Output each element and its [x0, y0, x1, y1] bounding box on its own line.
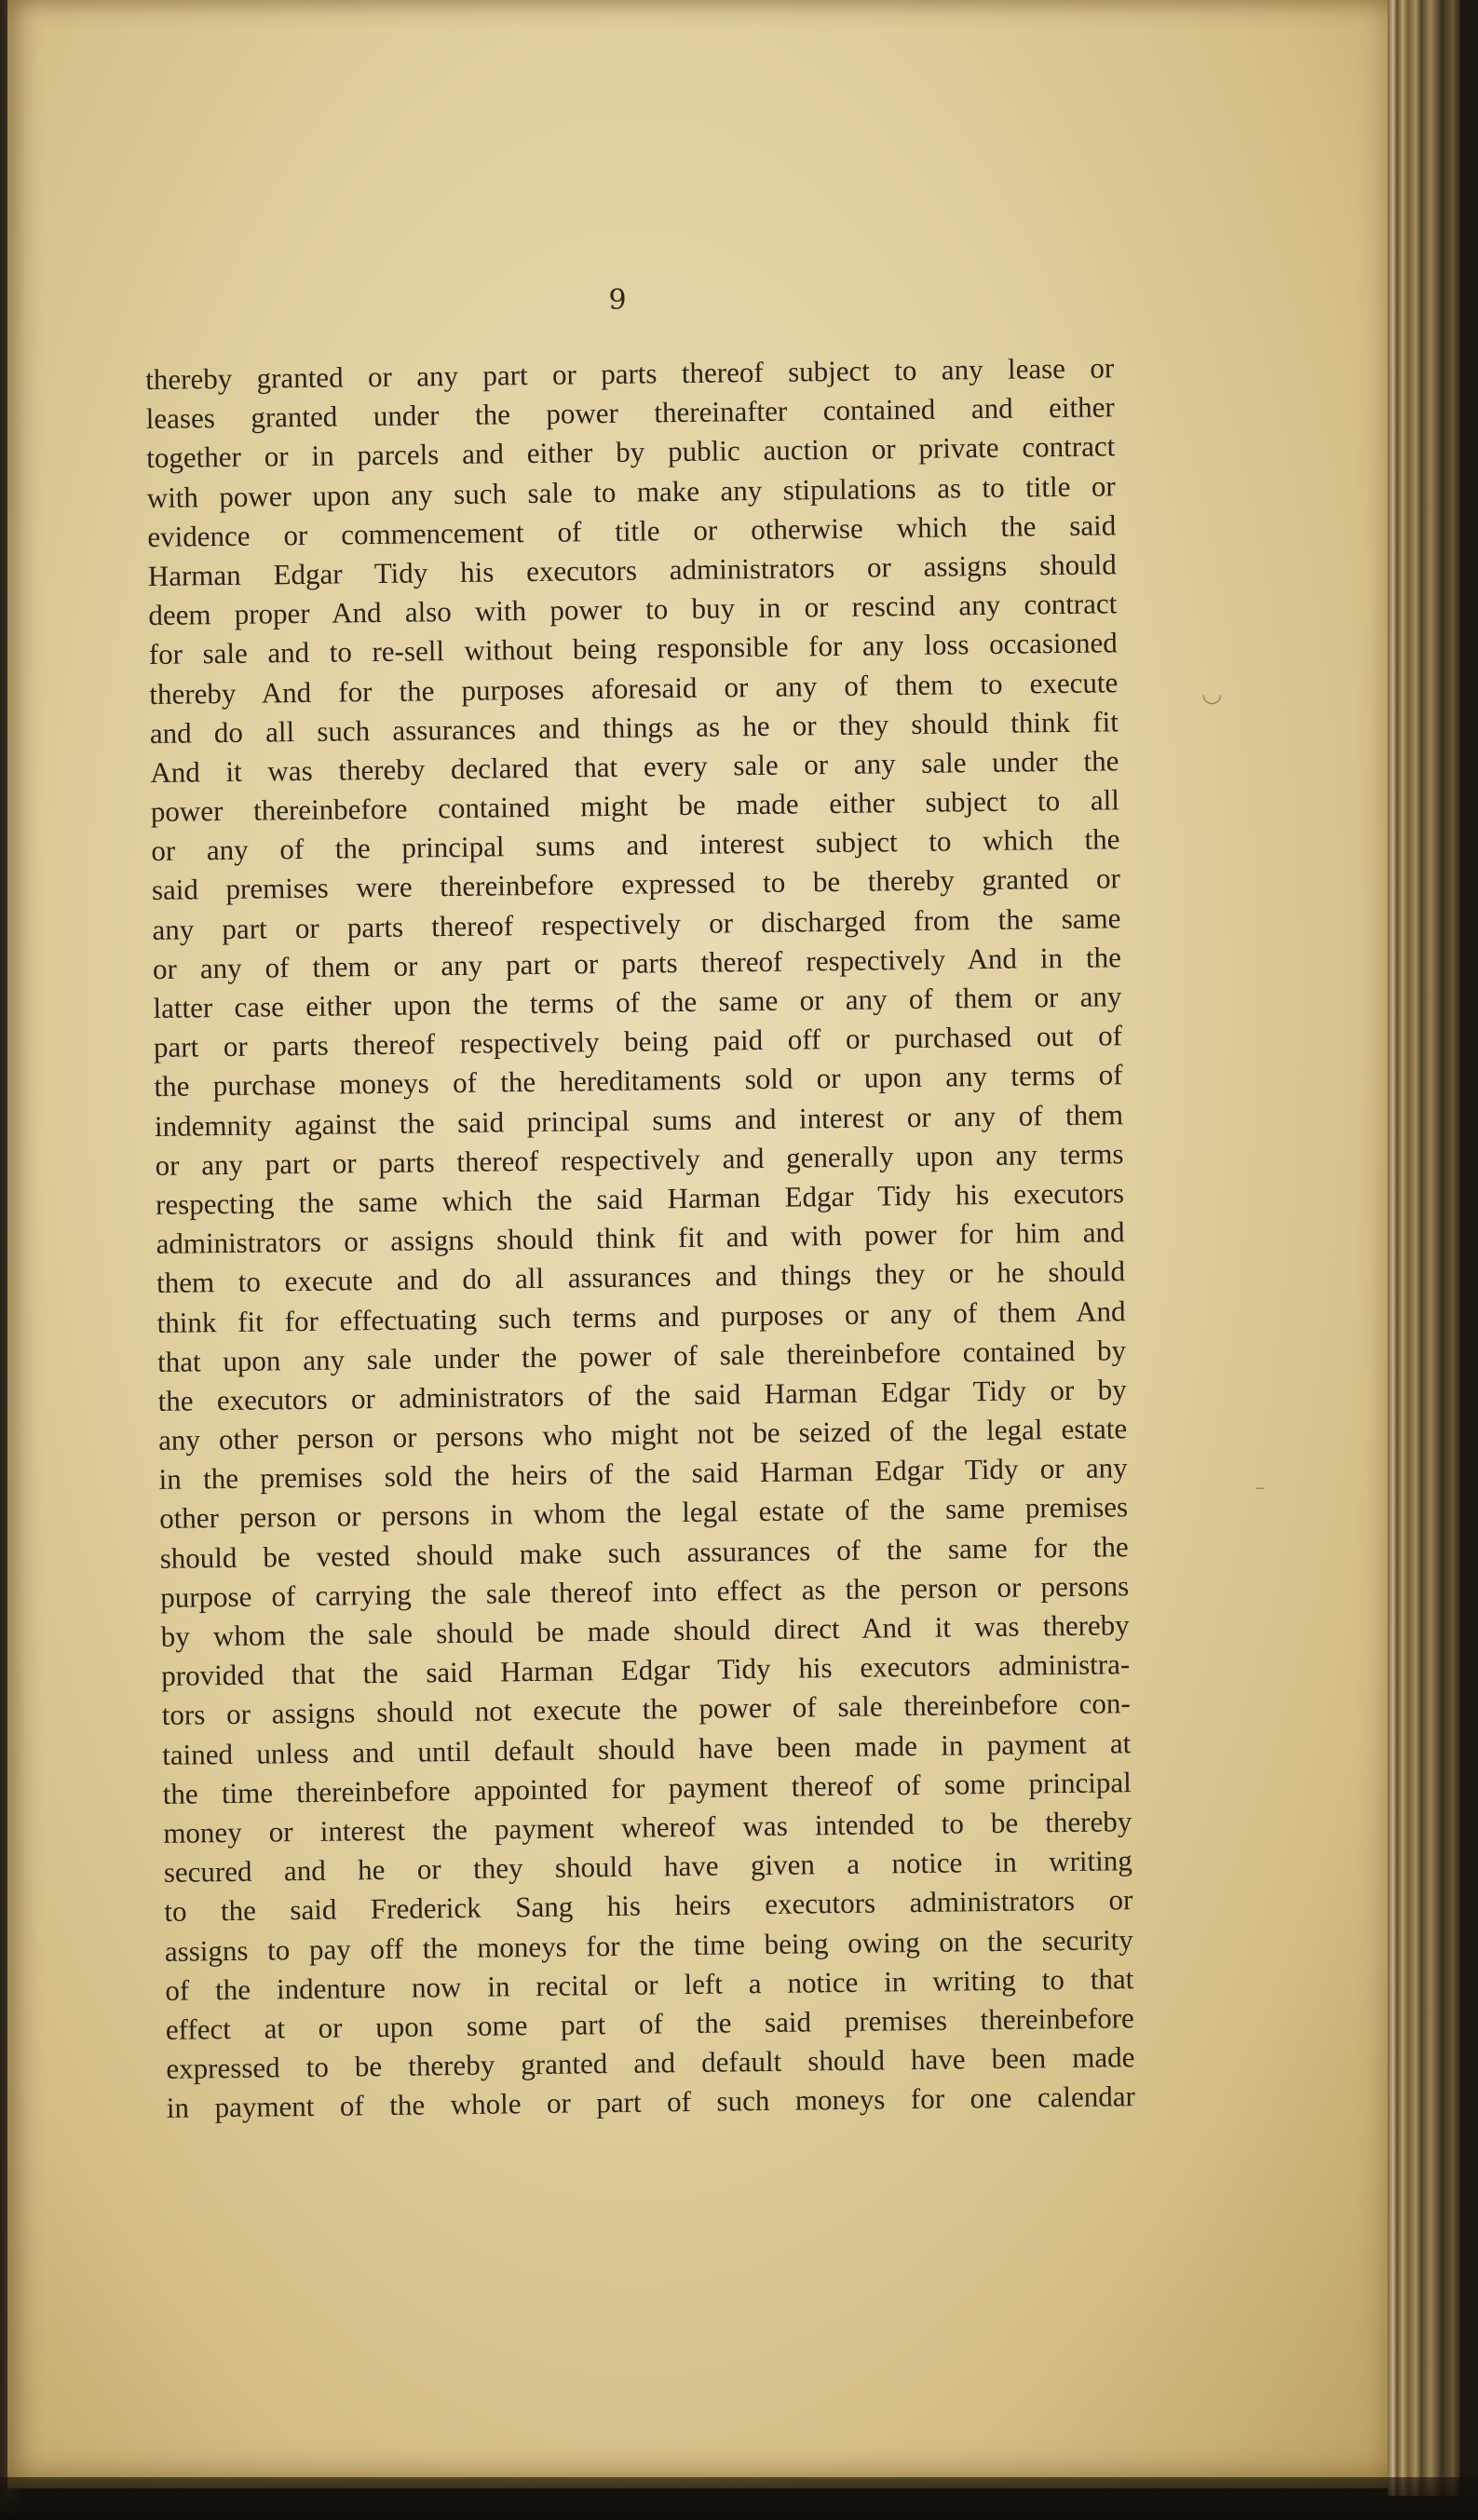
text-line: and do all such assurances and things as he or they should think fit: [149, 704, 1119, 750]
text-line: assigns to pay off the moneys for the time being owing on the security: [164, 1922, 1134, 1968]
text-line: any part or parts thereof respectively or discharged from the same: [152, 901, 1121, 946]
document-page: [7, 0, 1406, 2488]
text-line: or any of them or any part or parts thereof respectively And in the: [152, 941, 1122, 985]
text-line: administrators or assigns should think fit and with power for him and: [156, 1215, 1125, 1261]
text-line: by whom the sale should be made should direct And it was thereby: [160, 1608, 1130, 1653]
text-line: tained unless and until default should have been made in payment at: [162, 1726, 1132, 1771]
text-line: that upon any sale under the power of sale thereinbefore contained by: [156, 1333, 1127, 1378]
text-line: power thereinbefore contained might be made either subject to all: [150, 783, 1120, 829]
text-line: tors or assigns should not execute the power of sale thereinbefore con-: [161, 1687, 1131, 1732]
text-line: the time thereinbefore appointed for payment thereof of some principal: [162, 1765, 1132, 1810]
text-line: latter case either upon the terms of the same or any of them or any: [153, 980, 1122, 1024]
text-line: leases granted under the power thereinafter contained and either: [145, 390, 1115, 436]
text-line: said premises were thereinbefore expressed to be thereby granted or: [151, 861, 1121, 907]
text-line: the purchase moneys of the hereditaments sold or upon any terms of: [154, 1058, 1123, 1104]
text-line: deem proper And also with power to buy in or rescind any contract: [148, 587, 1118, 632]
text-line: them to execute and do all assurances and things they or he should: [156, 1254, 1126, 1300]
text-line: part or parts thereof respectively being paid off or purchased out of: [153, 1019, 1123, 1064]
text-line: or any of the principal sums and interest subject to which the: [151, 822, 1120, 868]
text-line: in the premises sold the heirs of the said Harman Edgar Tidy or any: [158, 1451, 1128, 1497]
bottom-shadow: [0, 2477, 1478, 2520]
text-line: respecting the same which the said Harman Edgar Tidy his executors: [155, 1176, 1125, 1221]
text-line: with power upon any such sale to make any stipulations as to title or: [146, 468, 1116, 514]
text-line: And it was thereby declared that every sale or any sale under the: [150, 744, 1119, 789]
text-line: for sale and to re-sell without being responsible for any loss occasioned: [148, 626, 1118, 671]
text-line: Harman Edgar Tidy his executors administrators or assigns should: [147, 548, 1117, 592]
text-line: thereby granted or any part or parts thereof subject to any lease or: [145, 351, 1115, 396]
text-line: thereby And for the purposes aforesaid or any of them to execute: [149, 665, 1119, 711]
text-line: purpose of carrying the sale thereof into effect as the person or persons: [160, 1569, 1130, 1614]
text-line: together or in parcels and either by public auction or private contract: [146, 429, 1116, 475]
text-line: evidence or commencement of title or otherwise which the said: [147, 508, 1117, 553]
text-line: in payment of the whole or part of such moneys for one calendar: [166, 2080, 1136, 2125]
text-line: the executors or administrators of the said Harman Edgar Tidy or by: [157, 1373, 1127, 1417]
text-line: should be vested should make such assurances of the same for the: [159, 1529, 1129, 1575]
margin-dash-mark: –: [1255, 1476, 1265, 1498]
page-number: 9: [608, 284, 627, 317]
text-line: or any part or parts thereof respectively and generally upon any terms: [155, 1136, 1124, 1182]
text-line: any other person or persons who might not be seized of the legal estate: [157, 1412, 1128, 1456]
text-body: [145, 348, 1135, 2128]
text-line: provided that the said Harman Edgar Tidy his executors administra-: [161, 1647, 1131, 1693]
text-line: expressed to be thereby granted and default should have been made: [166, 2040, 1135, 2085]
text-line: effect at or upon some part of the said premises thereinbefore: [165, 2001, 1135, 2046]
text-line: think fit for effectuating such terms and purposes or any of them And: [156, 1294, 1126, 1339]
text-line: indemnity against the said principal sums and interest or any of them: [154, 1097, 1124, 1143]
text-line: money or interest the payment whereof was intended to be thereby: [163, 1805, 1132, 1849]
margin-pencil-mark: ◡: [1201, 680, 1223, 708]
book-page-edges: [1388, 0, 1460, 2496]
text-line: to the said Frederick Sang his heirs executors administrators or: [164, 1883, 1133, 1929]
text-line: of the indenture now in recital or left a notice in writing to that: [165, 1961, 1134, 2007]
text-line: other person or persons in whom the legal estate of the same premises: [158, 1490, 1129, 1536]
text-line: secured and he or they should have given a notice in writing: [163, 1844, 1132, 1890]
